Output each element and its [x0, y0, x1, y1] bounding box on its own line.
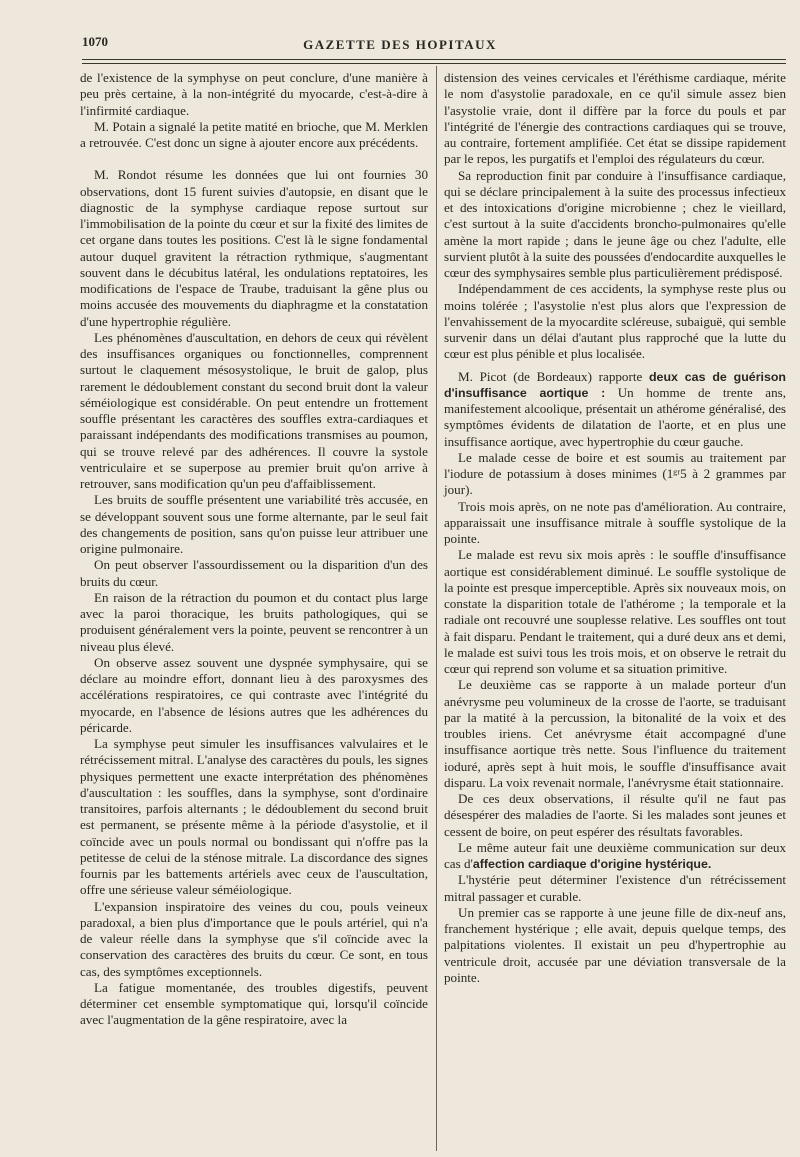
paragraph: Le deuxième cas se rapporte à un malade porteur d'un anévrysme peu volumineux de la crosse de l'aorte, se traduisant par la matité à la percussion, la bitonalité de la voix et des troubles iriens. Cet anévrysme était accompagné d'une insuffisance aortique très nette. Sous l'influence du traitement ioduré, après sept à huit mois, le souffle d'insuffisance avait disparu. La voix revenait normale, l'anévrysme était stationnaire. [444, 677, 786, 790]
column-separator [436, 66, 437, 1151]
paragraph: Indépendamment de ces accidents, la symphyse reste plus ou moins tolérée ; l'asystolie n'est plus alors que l'expression de l'envahissement de la myocardite scléreuse, subaiguë, qui semble survenir dans un délai d'autant plus rapproché que la lutte du cœur est plus pénible et plus localisée. [444, 281, 786, 362]
left-column [80, 70, 428, 1029]
running-head-title: GAZETTE DES HOPITAUX [303, 37, 497, 52]
paragraph: de l'existence de la symphyse on peut conclure, d'une manière à peu près certaine, à la non-intégrité du myocarde, c'est-à-dire à l'infirmité cardiaque. [80, 70, 428, 118]
paragraph: Un premier cas se rapporte à une jeune fille de dix-neuf ans, franchement hystérique ; elle avait, depuis quelque temps, des palpitations violentes. Il existait un peu d'hypertrophie au ventricule droit, accusée par une déviation transversale de la pointe. [444, 904, 786, 985]
paragraph: La fatigue momentanée, des troubles digestifs, peuvent déterminer cet ensemble symptomatique qui, lorsqu'il coïncide avec l'augmentation de la gêne respiratoire, avec la [80, 979, 428, 1028]
section-heading: affection cardiaque d'origine hystérique. [472, 857, 712, 871]
paragraph: Les bruits de souffle présentent une variabilité très accusée, en se développant souvent sous une forme alternante, par le seul fait des changements de position, sans qu'on puisse leur attribuer une origine pulmonaire. [80, 492, 428, 556]
paragraph: La symphyse peut simuler les insuffisances valvulaires et le rétrécissement mitral. L'analyse des caractères du pouls, les signes physiques permettent une exacte interprétation des phénomènes d'auscultation : les souffles, dans la symphyse, sont d'ordinaire transitoires, parfois alternants ; le dédoublement du second bruit est permanent, se présente même à la période d'asystolie, et il coïncide avec un pouls normal ou bondissant qui n'offre pas la petitesse de celui de la sténose mitrale. La discordance des signes fournis par les battements artériels avec ceux de l'auscultation, offre une sérieuse valeur séméiologique. [80, 736, 428, 898]
paragraph: M. Potain a signalé la petite matité en brioche, que M. Merklen a retrouvée. C'est donc un signe à ajouter encore aux précédents. [80, 118, 428, 150]
paragraph: En raison de la rétraction du poumon et du contact plus large avec la paroi thoracique, les bruits pathologiques, qui se produisent généralement vers la pointe, peuvent se rencontrer à un niveau plus élevé. [80, 589, 428, 654]
right-column [444, 70, 786, 986]
header-rule [82, 59, 786, 60]
paragraph [444, 369, 786, 450]
paragraph: M. Rondot résume les données que lui ont fournies 30 observations, dont 15 furent suivies d'autopsie, en disant que le diagnostic de la symphyse cardiaque repose surtout sur l'immobilisation de la pointe du cœur et sur la fixité des limites de cet organe dans toutes les positions. C'est là le signe fondamental autour duquel gravitent la rétraction rythmique, s'augmentant souvent dans le décubitus latéral, les ondulations reptatoires, les modifications de l'espace de Traube, traduisant la gêne plus ou moins accusée des mouvements du diaphragme et la constatation d'une hypertrophie régulière. [80, 167, 428, 329]
paragraph-lead: M. Picot (de Bordeaux) rapporte [458, 368, 649, 384]
paragraph: L'expansion inspiratoire des veines du cou, pouls veineux paradoxal, a bien plus d'importance que le pouls artériel, qui n'a de valeur réelle dans la symphyse que s'il coïncide avec la conservation des caractères des bruits du cœur. Ce sont, en tous cas, des symptômes exceptionnels. [80, 898, 428, 979]
paragraph: De ces deux observations, il résulte qu'il ne faut pas désespérer des maladies de l'aorte. Si les malades sont jeunes et cessent de boire, on peut espérer des résultats favorables. [444, 791, 786, 839]
paragraph: L'hystérie peut déterminer l'existence d'un rétrécissement mitral passager et curable. [444, 872, 786, 904]
paragraph [444, 840, 786, 873]
paragraph: Trois mois après, on ne note pas d'amélioration. Au contraire, apparaissait une insuffisance mitrale à souffle systolique de la pointe. [444, 498, 786, 546]
paragraph: Le malade cesse de boire et est soumis au traitement par l'iodure de potassium à doses minimes (1ᵍʳ5 à 2 grammes par jour). [444, 449, 786, 498]
paragraph: Les phénomènes d'auscultation, en dehors de ceux qui révèlent des insuffisances organiques ou fonctionnelles, comprennent surtout le claquement mésosystolique, le bruit de galop, plus rarement le dédoublement constant du second bruit dont la valeur séméiologique est considérable. On peut entendre un frottement souffle présentant les caractères des souffles extra-cardiaques et paraissant indépendants des modifications transmises au poumon, qui se trouve relevé par des adhérences. Il couvre la systole ventriculaire et se superpose au premier bruit qu'on arrive à retrouver, sans modification qu'un peu d'affaiblissement. [80, 329, 428, 491]
paragraph: Sa reproduction finit par conduire à l'insuffisance cardiaque, qui se déclare principalement à la suite des processus infectieux et des intoxications d'origine microbienne ; chez le vieillard, c'est surtout à la suite d'accidents broncho-pulmonaires qu'elle amène la mort rapide ; dans le jeune âge ou chez l'adulte, elle survient plutôt à la suite des poussées d'endocardite auxquelles le cœur des symphysaires semble plus particulièrement prédisposé. [444, 167, 786, 280]
section-heading: deux cas de guérison d'insuffisance aortique : [444, 369, 786, 400]
paragraph-body: Un homme de trente ans, manifestement alcoolique, présentait un athérome généralisé, des symptômes évidents de dilatation de l'aorte, et en plus une insuffisance aortique, avec hypertrophie du cœur gauche. [444, 384, 786, 449]
paragraph: Le malade est revu six mois après : le souffle d'insuffisance aortique est considérablement diminué. Le souffle systolique de la pointe est presque imperceptible. Après six nouveaux mois, on constate la disparition totale de l'athérome ; la temporale et la radiale ont recouvré une souplesse relative. Les souffles ont tout à fait disparu. Pendant le traitement, qui a duré deux ans et demi, le malade est suivi tous les trois mois, et on observe le retrait du cœur qui reprend son volume et sa situation primitive. [444, 547, 786, 676]
page-number: 1070 [82, 34, 108, 49]
paragraph: On observe assez souvent une dyspnée symphysaire, qui se déclare au moindre effort, donnant lieu à des paroxysmes des accélérations respiratoires, ce qui contraste avec l'intégrité du myocarde, en l'absence de lésions autres que les adhérences du péricarde. [80, 654, 428, 735]
header-rule-thin [82, 63, 786, 64]
paragraph: distension des veines cervicales et l'éréthisme cardiaque, mérite le nom d'asystolie paradoxale, en ce qu'il simule assez bien l'asystolie vraie, dont il diffère par la force du pouls et par l'intégrité de l'énergie des contractions cardiaques qui se trouve, au contraire, fortement amplifiée. Cet état se dissipe rapidement par le repos, les purgatifs et l'emploi des régulateurs du cœur. [444, 70, 786, 167]
paragraph: On peut observer l'assourdissement ou la disparition d'un des bruits du cœur. [80, 557, 428, 589]
paragraph-lead: Le même auteur fait une deuxième communication sur deux cas d' [444, 839, 786, 871]
